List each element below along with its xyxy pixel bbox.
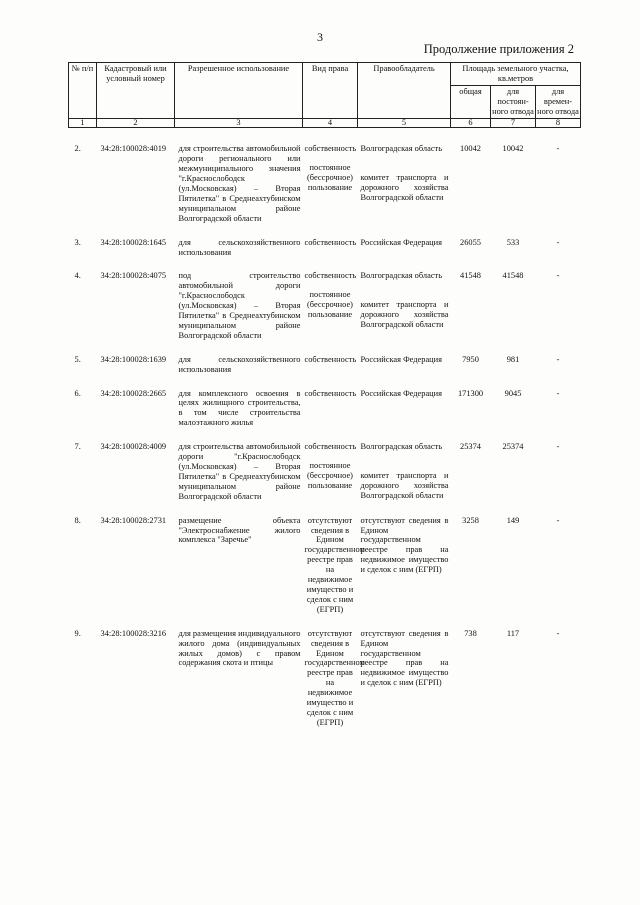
table-header bbox=[69, 63, 581, 128]
table-row bbox=[69, 341, 581, 375]
header-area: Площадь земельного участка, кв.метров bbox=[451, 63, 581, 86]
row-number: 8. bbox=[74, 515, 81, 525]
cadastral-number: 34:28:100028:4009 bbox=[100, 442, 167, 452]
right-type-primary: собственность bbox=[304, 271, 357, 281]
cadastral-number: 34:28:100028:1639 bbox=[100, 354, 167, 364]
permitted-use: для сельскохозяйственного использования bbox=[178, 237, 301, 257]
right-holder: Российская Федерация bbox=[360, 388, 442, 398]
table-row bbox=[69, 428, 581, 501]
right-holder-primary: Волгоградская область bbox=[360, 271, 443, 281]
area-permanent: 149 bbox=[506, 515, 520, 525]
right-type-secondary: постоянное (бессрочное) пользование bbox=[307, 163, 353, 193]
header-area-temporary: для времен-ного отвода bbox=[536, 85, 581, 118]
right-holder: отсутствуют сведения в Едином государственном реестре прав на недвижимое имущество и сделок с ним (ЕГРП) bbox=[360, 628, 449, 688]
area-temporary: - bbox=[556, 388, 560, 398]
header-num: № п/п bbox=[69, 63, 97, 119]
permitted-use: для строительства автомобильной дороги регионального или межмуниципального значения "г.Краснослободск (ул.Московская) – Вторая Пятилетка" в Среднеахтубинском муниципальном районе Волгоградской области bbox=[178, 144, 301, 223]
row-number: 4. bbox=[74, 271, 81, 281]
area-total: 171300 bbox=[457, 388, 484, 398]
right-holder: отсутствуют сведения в Едином государственном реестре прав на недвижимое имущество и сделок с ним (ЕГРП) bbox=[360, 515, 449, 575]
right-holder-secondary: комитет транспорта и дорожного хозяйства Волгоградской области bbox=[360, 173, 449, 203]
table-row bbox=[69, 224, 581, 258]
cadastral-number: 34:28:100028:2665 bbox=[100, 388, 167, 398]
table-row bbox=[69, 502, 581, 615]
row-number: 2. bbox=[74, 144, 81, 154]
right-holder-secondary: комитет транспорта и дорожного хозяйства Волгоградской области bbox=[360, 471, 449, 500]
area-temporary: - bbox=[556, 354, 560, 364]
permitted-use: для сельскохозяйственного использования bbox=[178, 354, 301, 374]
column-number: 2 bbox=[97, 118, 175, 128]
area-temporary: - bbox=[556, 515, 560, 525]
area-total: 3258 bbox=[462, 515, 479, 525]
header-right: Вид права bbox=[303, 63, 358, 119]
page-number: 3 bbox=[317, 30, 323, 44]
right-holder-secondary: комитет транспорта и дорожного хозяйства Волгоградской области bbox=[360, 300, 449, 330]
area-permanent: 981 bbox=[506, 354, 520, 364]
row-number: 3. bbox=[74, 237, 81, 247]
cadastral-number: 34:28:100028:2731 bbox=[100, 515, 167, 525]
cadastral-number: 34:28:100028:4019 bbox=[100, 144, 167, 154]
right-holder: Российская Федерация bbox=[360, 354, 442, 364]
column-numbers-row bbox=[69, 118, 581, 128]
right-type: отсутствуют сведения в Едином государственном реестре прав на недвижимое имущество и сделок с ним (ЕГРП) bbox=[304, 515, 365, 614]
column-number: 8 bbox=[536, 118, 581, 128]
appendix-continuation-title: Продолжение приложения 2 bbox=[423, 42, 574, 56]
cadastral-number: 34:28:100028:1645 bbox=[100, 237, 167, 247]
header-use: Разрешенное использование bbox=[175, 63, 303, 119]
area-total: 738 bbox=[464, 628, 477, 638]
permitted-use: под строительство автомобильной дороги "г.Краснослободск (ул.Московская) – Вторая Пятилетка" в Среднеахтубинском муниципальном районе Волгоградской области bbox=[178, 271, 301, 340]
area-temporary: - bbox=[556, 271, 560, 281]
row-number: 9. bbox=[74, 628, 81, 638]
cadastral-number: 34:28:100028:3216 bbox=[100, 628, 167, 638]
header-area-total: общая bbox=[451, 85, 491, 118]
area-permanent: 9045 bbox=[504, 388, 522, 398]
column-number: 5 bbox=[358, 118, 451, 128]
right-holder-primary: Волгоградская область bbox=[360, 442, 443, 452]
header-cadastral: Кадастровый или условный номер bbox=[97, 63, 175, 119]
row-number: 7. bbox=[74, 442, 81, 452]
area-permanent: 41548 bbox=[502, 271, 524, 281]
area-total: 10042 bbox=[460, 144, 481, 154]
cadastral-number: 34:28:100028:4075 bbox=[100, 271, 167, 281]
row-number: 6. bbox=[74, 388, 81, 398]
permitted-use: размещение объекта "Электроснабжение жилого комплекса "Заречье" bbox=[178, 515, 301, 545]
area-permanent: 10042 bbox=[502, 144, 524, 154]
area-permanent: 25374 bbox=[502, 442, 524, 452]
right-type bbox=[303, 257, 358, 340]
area-temporary: - bbox=[556, 442, 560, 452]
table-body bbox=[69, 128, 581, 728]
area-total: 41548 bbox=[460, 271, 481, 281]
column-number: 7 bbox=[491, 118, 536, 128]
area-total: 7950 bbox=[462, 354, 479, 364]
right-holder bbox=[358, 428, 451, 501]
area-temporary: - bbox=[556, 237, 560, 247]
area-temporary: - bbox=[556, 144, 560, 154]
right-holder-primary: Волгоградская область bbox=[360, 144, 443, 154]
right-type bbox=[303, 428, 358, 501]
table-row bbox=[69, 615, 581, 728]
permitted-use: для строительства автомобильной дороги "г.Краснослободск (ул.Московская) – Вторая Пятилетка" в Среднеахтубинском муниципальном районе Волгоградской области bbox=[178, 442, 301, 501]
header-owner: Правообладатель bbox=[358, 63, 451, 119]
right-type-primary: собственность bbox=[304, 442, 357, 452]
row-number: 5. bbox=[74, 354, 81, 364]
column-number: 1 bbox=[69, 118, 97, 128]
column-number: 4 bbox=[303, 118, 358, 128]
header-area-permanent: для постоян-ного отвода bbox=[491, 85, 536, 118]
column-number: 3 bbox=[175, 118, 303, 128]
area-total: 26055 bbox=[460, 237, 481, 247]
right-type bbox=[303, 128, 358, 224]
area-total: 25374 bbox=[460, 442, 481, 452]
column-number: 6 bbox=[451, 118, 491, 128]
right-type: собственность bbox=[304, 388, 357, 398]
permitted-use: для размещения индивидуального жилого дома (индивидуальных жилых домов) с правом содержания скота и птицы bbox=[178, 628, 301, 668]
right-type-primary: собственность bbox=[304, 144, 357, 154]
right-type: собственность bbox=[304, 237, 357, 247]
table-row bbox=[69, 375, 581, 429]
right-holder bbox=[358, 257, 451, 340]
right-type: собственность bbox=[304, 354, 357, 364]
area-permanent: 533 bbox=[506, 237, 520, 247]
table-row bbox=[69, 257, 581, 340]
permitted-use: для комплексного освоения в целях жилищного строительства, в том числе строительства малоэтажного жилья bbox=[178, 388, 301, 428]
right-holder: Российская Федерация bbox=[360, 237, 442, 247]
right-type: отсутствуют сведения в Едином государственном реестре прав на недвижимое имущество и сделок с ним (ЕГРП) bbox=[304, 628, 365, 727]
right-type-secondary: постоянное (бессрочное) пользование bbox=[307, 461, 353, 490]
table-row bbox=[69, 128, 581, 224]
area-permanent: 117 bbox=[506, 628, 520, 638]
area-temporary: - bbox=[556, 628, 560, 638]
right-type-secondary: постоянное (бессрочное) пользование bbox=[307, 290, 353, 320]
right-holder bbox=[358, 128, 451, 224]
land-plots-table bbox=[68, 62, 581, 728]
